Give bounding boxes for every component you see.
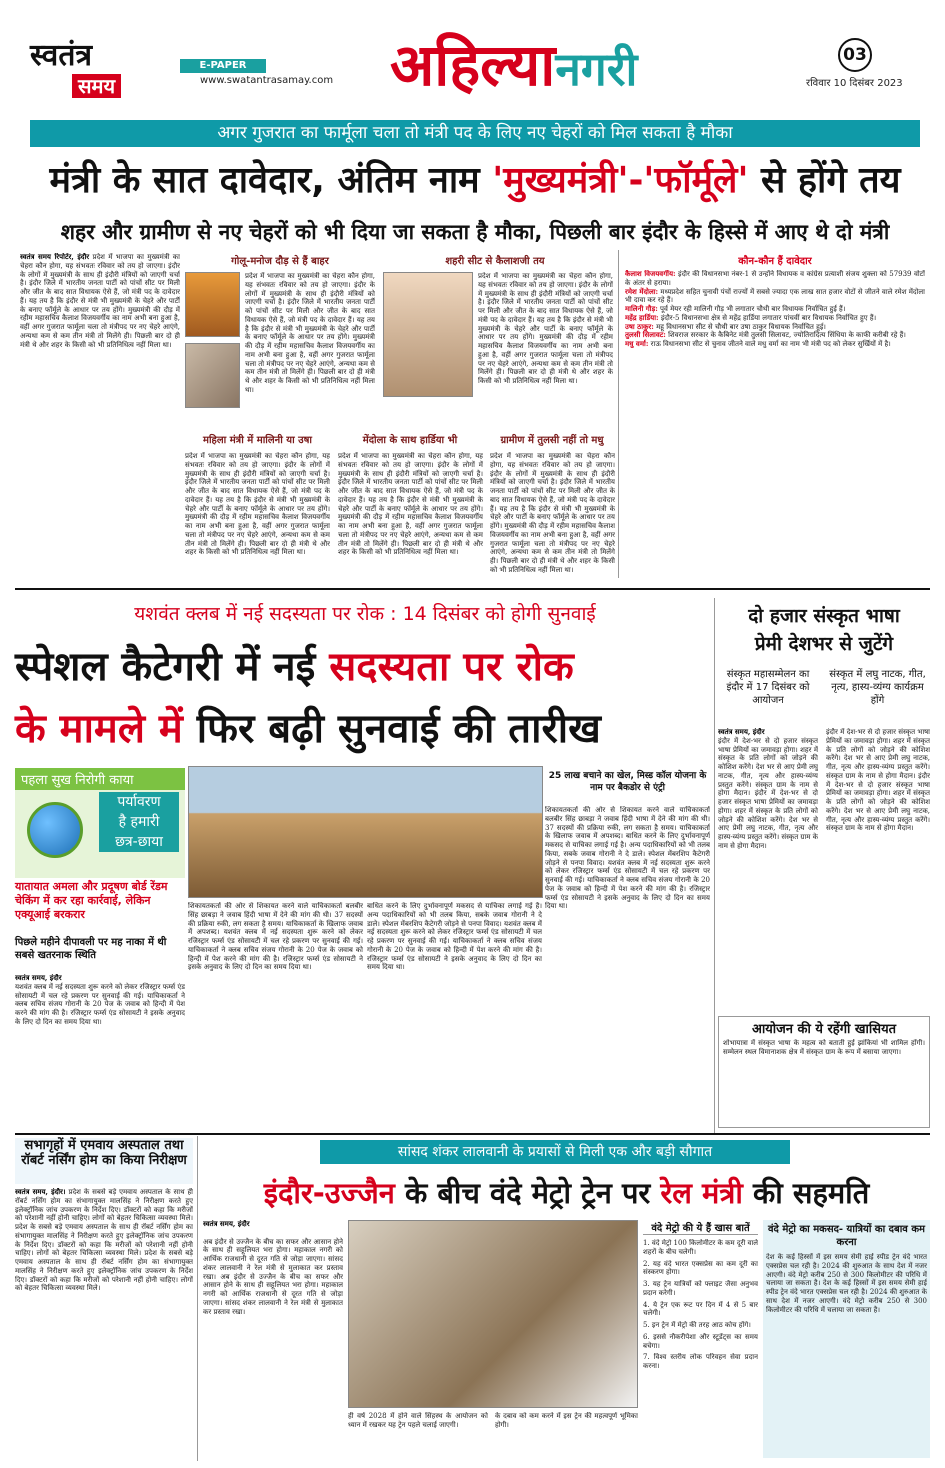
metro-sidebar-body: देश के कई हिस्सों में इस समय सेमी हाई स्पीड ट्रेन वंदे भारत एक्सप्रेस चल रही है। 2024 की शुरुआत के साथ देश में नजर आएगी। वंदे मेट्रो करीब 250 से 300 किलोमीटर की परिधि में चलाया जा सकता है। देश के कई हिस्सों में इस समय सेमी हाई स्पीड ट्रेन वंदे भारत एक्सप्रेस चल रही है। 2024 की शुरुआत के साथ देश में नजर आएगी। वंदे मेट्रो करीब 250 से 300 किलोमीटर की परिधि में चलाया जा सकता है।: [766, 1253, 927, 1314]
story1-col3: प्रदेश में भाजपा का मुख्यमंत्री का चेहरा कौन होगा, यह संभवतः रविवार को तय हो जाएगा। इंदौर के लोगों में मुख्यमंत्री के साथ ही इंदौरी मंत्रियों को जाएगी चर्चा है। इंदौर जिले में भारतीय जनता पार्टी को पांचों सीट पर मिली और जीत के बाद सात विधायक ऐसे हैं, जो मंत्री पद के दावेदार हैं। यह तय है कि इंदौर से मंत्री भी मुख्यमंत्री के चेहरे और पार्टी के बनाए फॉर्मूले के आधार पर तय होंगे। मुख्यमंत्री की दौड़ में रहीम महासचिव कैलाश विजयवर्गीय का नाम अभी बना हुआ है, वहीं अगर गुजरात फार्मूला चला तो मंत्रीपद पर नए चेहरे आएंगे, अन्यथा कम से कम तीन मंत्री तो मिलेंगे ही। पिछली बार दो ही मंत्री थे और शहर के किसी को भी प्रतिनिधित्व नहीं मिला था।: [478, 272, 613, 385]
subhead-tulsi-madhu: ग्रामीण में तुलसी नहीं तो मधु: [500, 435, 604, 446]
brand-top: स्वतंत्र: [30, 38, 93, 73]
story3-col2: इंदौर में देश-भर से दो हजार संस्कृत भाषा प्रेमियों का जमावड़ा होगा। शहर में संस्कृत के प्रति लोगों को जोड़ने की कोशिश करेंगे। देश भर से आए प्रेमी लघु नाटक, गीत, नृत्य और हास्य-व्यंग्य प्रस्तुत करेंगे। संस्कृत ग्राम के नाम से होगा मैदान। इंदौर में देश-भर से दो हजार संस्कृत भाषा प्रेमियों का जमावड़ा होगा। शहर में संस्कृत के प्रति लोगों को जोड़ने की कोशिश करेंगे। देश भर से आए प्रेमी लघु नाटक, गीत, नृत्य और हास्य-व्यंग्य प्रस्तुत करेंगे। संस्कृत ग्राम के नाम से होगा मैदान।: [826, 728, 930, 833]
brand-bottom: समय: [72, 74, 121, 98]
subhead-mendola: मेंदोला के साथ हार्डिया भी: [362, 435, 458, 446]
metro-list: [643, 1220, 758, 1458]
story5-caption-2: के दबाव को कम करने में इस ट्रेन की महत्वपूर्ण भूमिका होगी।: [495, 1412, 638, 1429]
metro-sidebar-title: वंदे मेट्रो का मकसद- यात्रियों का दबाव कम करना: [768, 1224, 925, 1248]
story2-col1: स्वतंत्र समय, इंदौर यशवंत क्लब में नई सदस्यता शुरू करने को लेकर रजिस्ट्रार फर्म्स एंड सोसायटी में चल रहे प्रकरण पर सुनवाई की गई। याचिकाकर्ता ने क्लब सचिव संजय गोरानी के 20 पेज के जवाब को हिन्दी में पेश करने की मांग की है। रजिस्ट्रार फर्म्स एंड सोसायटी ने इसके अनुवाद के लिए दो दिन का समय दिया था।: [15, 974, 185, 1026]
list-item: 1. वंदे मेट्रो 100 किलोमीटर के कम दूरी वाले शहरों के बीच चलेगी।: [643, 1239, 758, 1256]
story3-box-title: आयोजन की ये रहेंगी खासियत: [751, 1022, 897, 1037]
story2-headline-2: के मामले में फिर बढ़ी सुनवाई की तारीख: [15, 706, 601, 752]
story5-col1: स्वतंत्र समय, इंदौर अब इंदौर से उज्जैन के बीच का सफर और आसान होने के साथ ही सहूलियत भरा होगा। महाकाल नगरी को आर्थिक राजधानी से दूरत गति से जोड़ा जाएगा। सांसद शंकर लालवानी ने रेल मंत्री से मुलाकात कर प्रस्ताव रखा। अब इंदौर से उज्जैन के बीच का सफर और आसान होने के साथ ही सहूलियत भरा होगा। महाकाल नगरी को आर्थिक राजधानी से दूरत गति से जोड़ा जाएगा। सांसद शंकर लालवानी ने रेल मंत्री से मुलाकात कर प्रस्ताव रखा।: [203, 1220, 343, 1316]
website-link[interactable]: www.swatantrasamay.com: [200, 75, 334, 86]
metro-sidebar: [763, 1220, 930, 1458]
list-item: 5. इन ट्रेन में मेट्रो की तरह आठ कोच होंगे।: [643, 1321, 751, 1329]
story2-byline: स्वतंत्र समय, इंदौर: [15, 974, 62, 982]
env-badge: पर्यावरण है हमारी छत्र-छाया: [99, 792, 179, 852]
story1-subhead: शहर और ग्रामीण से नए चेहरों को भी दिया जा सकता है मौका, पिछली बार इंदौर के हिस्से में आए थे दो मंत्री: [60, 220, 890, 244]
story3-deck-2: संस्कृत में लघु नाटक, गीत, नृत्य, हास्य-व्यंग्य कार्यक्रम होंगे: [829, 669, 926, 706]
subhead-golu-manoj: गोलू-मनोज दौड़ से हैं बाहर: [231, 256, 329, 267]
story2-col2: शिकायतकर्ता की ओर से शिकायत करने वाले याचिकाकर्ता बलबीर सिंह छाबड़ा ने जवाब हिंदी भाषा में देने की मांग की थी। 37 सदस्यों की प्रक्रिया रुकी, लग सकता है समय। याचिकाकर्ता के खिलाफ जवाब में अपशब्द। यशवंत क्लब में नई सदस्यता शुरू करने को लेकर रजिस्ट्रार फर्म्स एंड सोसायटी में चल रहे प्रकरण पर सुनवाई की गई। याचिकाकर्ता ने क्लब सचिव संजय गोरानी के 20 पेज के जवाब को हिन्दी में पेश करने की मांग की है। रजिस्ट्रार फर्म्स एंड सोसायटी ने इसके अनुवाद के लिए दो दिन का समय दिया था।: [188, 902, 363, 972]
story2-strap: यशवंत क्लब में नई सदस्यता पर रोक : 14 दिसंबर को होगी सुनवाई: [134, 603, 596, 625]
brand-logo: [30, 40, 170, 100]
photo-yeshwant-club: [188, 766, 543, 898]
epaper-tag: E-PAPER: [180, 59, 266, 73]
title-a: अहिल्या: [390, 31, 556, 99]
subhead-davedar: कौन-कौन हैं दावेदार: [738, 256, 812, 267]
env-title: पहला सुख निरोगी काया: [15, 768, 185, 790]
story3-col1: स्वतंत्र समय, इंदौर इंदौर में देश-भर से दो हजार संस्कृत भाषा प्रेमियों का जमावड़ा होगा। शहर में संस्कृत के प्रति लोगों को जोड़ने की कोशिश करेंगे। देश भर से आए प्रेमी लघु नाटक, गीत, नृत्य और हास्य-व्यंग्य प्रस्तुत करेंगे। संस्कृत ग्राम के नाम से होगा मैदान। इंदौर में देश-भर से दो हजार संस्कृत भाषा प्रेमियों का जमावड़ा होगा। शहर में संस्कृत के प्रति लोगों को जोड़ने की कोशिश करेंगे। देश भर से आए प्रेमी लघु नाटक, गीत, नृत्य और हास्य-व्यंग्य प्रस्तुत करेंगे। संस्कृत ग्राम के नाम से होगा मैदान।: [718, 728, 818, 850]
story1-col4: प्रदेश में भाजपा का मुख्यमंत्री का चेहरा कौन होगा, यह संभवतः रविवार को तय हो जाएगा। इंदौर के लोगों में मुख्यमंत्री के साथ ही इंदौरी मंत्रियों को जाएगी चर्चा है। इंदौर जिले में भारतीय जनता पार्टी को पांचों सीट पर मिली और जीत के बाद सात विधायक ऐसे हैं, जो मंत्री पद के दावेदार हैं। यह तय है कि इंदौर से मंत्री भी मुख्यमंत्री के चेहरे और पार्टी के बनाए फॉर्मूले के आधार पर तय होंगे। मुख्यमंत्री की दौड़ में रहीम महासचिव कैलाश विजयवर्गीय का नाम अभी बना हुआ है, वहीं अगर गुजरात फार्मूला चला तो मंत्रीपद पर नए चेहरे आएंगे, अन्यथा कम से कम तीन मंत्री तो मिलेंगे ही। पिछली बार दो ही मंत्री थे और शहर के किसी को भी प्रतिनिधित्व नहीं मिला था।: [185, 452, 330, 557]
story1-col2: प्रदेश में भाजपा का मुख्यमंत्री का चेहरा कौन होगा, यह संभवतः रविवार को तय हो जाएगा। इंदौर के लोगों में मुख्यमंत्री के साथ ही इंदौरी मंत्रियों को जाएगी चर्चा है। इंदौर जिले में भारतीय जनता पार्टी को पांचों सीट पर मिली और जीत के बाद सात विधायक ऐसे हैं, जो मंत्री पद के दावेदार हैं। यह तय है कि इंदौर से मंत्री भी मुख्यमंत्री के चेहरे और पार्टी के बनाए फॉर्मूले के आधार पर तय होंगे। मुख्यमंत्री की दौड़ में रहीम महासचिव कैलाश विजयवर्गीय का नाम अभी बना हुआ है, वहीं अगर गुजरात फार्मूला चला तो मंत्रीपद पर नए चेहरे आएंगे, अन्यथा कम से कम तीन मंत्री तो मिलेंगे ही। पिछली बार दो ही मंत्री थे और शहर के किसी को भी प्रतिनिधित्व नहीं मिला था।: [245, 272, 375, 394]
story2-headline-1: स्पेशल कैटेगरी में नई सदस्यता पर रोक: [15, 644, 574, 690]
photo-manoj-patel: [185, 343, 240, 408]
story3-box: [718, 1016, 930, 1128]
masthead: [0, 0, 945, 98]
title-b: नगरी: [555, 42, 638, 96]
list-item: 2. यह वंदे भारत एक्सप्रेस का कम दूरी का संस्करण होगा।: [643, 1259, 758, 1277]
page-title: [390, 30, 637, 100]
story3-box-body: शोभायात्रा में संस्कृत भाषा के महत्व को बताती हुई झांकियां भी शामिल होंगी। सम्मेलन स्थल विमानाशक क्षेत्र में संस्कृत ग्राम के रूप में बसाया जाएगा।: [723, 1039, 925, 1056]
list-item: 7. विश्व स्तरीय लोक परिवहन सेवा प्रदान करना।: [643, 1353, 758, 1370]
subhead-malini-usha: महिला मंत्री में मालिनी या उषा: [202, 435, 313, 446]
page-number: 03: [838, 38, 872, 72]
story5-byline: स्वतंत्र समय, इंदौर: [203, 1220, 250, 1228]
list-item: 4. ये ट्रेन एक रूट पर दिन में 4 से 5 बार चलेगी।: [643, 1300, 758, 1318]
subhead-kailash: शहरी सीट से कैलाशजी तय: [445, 256, 545, 267]
earth-icon: [27, 802, 83, 858]
story1-col1: [20, 253, 180, 573]
issue-date: रविवार 10 दिसंबर 2023: [806, 78, 903, 89]
story4-headline: सभागृहों में एमवाय अस्पताल तथा रॉबर्ट नर्सिंग होम का किया निरीक्षण: [15, 1138, 193, 1184]
story2-col3: बाधित करने के लिए दुर्भावनापूर्ण मकसद से याचिका लगाई गई है। अन्य पदाधिकारियों को भी तलब किया, सबके जवाब गोरानी ने दे डाले। स्पेशल मेंबरशिप कैटेगरी जोड़ने से पनपा विवाद। यशवंत क्लब में नई सदस्यता शुरू करने को लेकर रजिस्ट्रार फर्म्स एंड सोसायटी में चल रहे प्रकरण पर सुनवाई की गई। याचिकाकर्ता ने क्लब सचिव संजय गोरानी के 20 पेज के जवाब को हिन्दी में पेश करने की मांग की है। रजिस्ट्रार फर्म्स एंड सोसायटी ने इसके अनुवाद के लिए दो दिन का समय दिया था।: [367, 902, 542, 972]
list-item: 3. यह ट्रेन यात्रियों को फ्लाइट जैसा अनुभव प्रदान करेगी।: [643, 1280, 758, 1297]
story4-body: स्वतंत्र समय, इंदौर। प्रदेश के सबसे बड़े एमवाय अस्पताल के साथ ही रॉबर्ट नर्सिंग होम का संभागायुक्त मालसिंह ने निरीक्षण करते हुए इलेक्ट्रॉनिक जांच उपकरण के निर्देश दिए। डॉक्टरों को कहा कि मरीजों को परेशानी नहीं होनी चाहिए। लोगों को बेहतर चिकित्सा व्यवस्था मिले। प्रदेश के सबसे बड़े एमवाय अस्पताल के साथ ही रॉबर्ट नर्सिंग होम का संभागायुक्त मालसिंह ने निरीक्षण करते हुए इलेक्ट्रॉनिक जांच उपकरण के निर्देश दिए। डॉक्टरों को कहा कि मरीजों को परेशानी नहीं होनी चाहिए। लोगों को बेहतर चिकित्सा व्यवस्था मिले। प्रदेश के सबसे बड़े एमवाय अस्पताल के साथ ही रॉबर्ट नर्सिंग होम का संभागायुक्त मालसिंह ने निरीक्षण करते हुए इलेक्ट्रॉनिक जांच उपकरण के निर्देश दिए। डॉक्टरों को कहा कि मरीजों को परेशानी नहीं होनी चाहिए। लोगों को बेहतर चिकित्सा व्यवस्था मिले।: [15, 1188, 193, 1293]
story1-col5: प्रदेश में भाजपा का मुख्यमंत्री का चेहरा कौन होगा, यह संभवतः रविवार को तय हो जाएगा। इंदौर के लोगों में मुख्यमंत्री के साथ ही इंदौरी मंत्रियों को जाएगी चर्चा है। इंदौर जिले में भारतीय जनता पार्टी को पांचों सीट पर मिली और जीत के बाद सात विधायक ऐसे हैं, जो मंत्री पद के दावेदार हैं। यह तय है कि इंदौर से मंत्री भी मुख्यमंत्री के चेहरे और पार्टी के बनाए फॉर्मूले के आधार पर तय होंगे। मुख्यमंत्री की दौड़ में रहीम महासचिव कैलाश विजयवर्गीय का नाम अभी बना हुआ है, वहीं अगर गुजरात फार्मूला चला तो मंत्रीपद पर नए चेहरे आएंगे, अन्यथा कम से कम तीन मंत्री तो मिलेंगे ही। पिछली बार दो ही मंत्री थे और शहर के किसी को भी प्रतिनिधित्व नहीं मिला था।: [338, 452, 483, 557]
davedar-list: कैलाश विजयवर्गीय: इंदौर की विधानसभा नंबर-1 से उन्होंने विधायक व कांग्रेस प्रत्याशी संजय शुक्ला को 57939 वोटों के अंतर से हराया। रमेश मेंदोला: मध्यप्रदेश सहित चुनावी पंचों राज्यों में सबसे ज्यादा एक लाख सात हजार वोटों से जीतने वाले रमेश मेंदोला भी दावा कर रहे हैं। मालिनी गौड़: पूर्व मेयर रही मालिनी गौड़ भी लगातार चौथी बार विधायक निर्वाचित हुई हैं। महेंद्र हार्डिया: इंदौर-5 विधानसभा क्षेत्र से महेंद्र हार्डिया लगातार पांचवीं बार विधायक निर्वाचित हुए हैं। उषा ठाकुर: महू विधानसभा सीट से चौथी बार उषा ठाकुर विधायक निर्वाचित हुई। तुलसी सिलावट: शिवराज सरकार के कैबिनेट मंत्री तुलसी सिलावट, ज्योतिरादित्य सिंधिया के काफी करीबी रहे हैं। मधु वर्मा: राऊ विधानसभा सीट से चुनाव जीतने वाले मधु वर्मा का नाम भी मंत्री पद को लेकर सुर्खियों में है।: [625, 270, 925, 348]
story5-caption: ही वर्ष 2028 में होने वाले सिंहस्थ के आयोजन को ध्यान में रखकर यह ट्रेन पहले चलाई जाएगी।: [348, 1412, 488, 1429]
story1-col6: प्रदेश में भाजपा का मुख्यमंत्री का चेहरा कौन होगा, यह संभवतः रविवार को तय हो जाएगा। इंदौर के लोगों में मुख्यमंत्री के साथ ही इंदौरी मंत्रियों को जाएगी चर्चा है। इंदौर जिले में भारतीय जनता पार्टी को पांचों सीट पर मिली और जीत के बाद सात विधायक ऐसे हैं, जो मंत्री पद के दावेदार हैं। यह तय है कि इंदौर से मंत्री भी मुख्यमंत्री के चेहरे और पार्टी के बनाए फॉर्मूले के आधार पर तय होंगे। मुख्यमंत्री की दौड़ में रहीम महासचिव कैलाश विजयवर्गीय का नाम अभी बना हुआ है, वहीं अगर गुजरात फार्मूला चला तो मंत्रीपद पर नए चेहरे आएंगे, अन्यथा कम से कम तीन मंत्री तो मिलेंगे ही। पिछली बार दो ही मंत्री थे और शहर के किसी को भी प्रतिनिधित्व नहीं मिला था।: [490, 452, 615, 574]
metro-list-title: वंदे मेट्रो की ये हैं खास बातें: [643, 1220, 758, 1235]
story3-byline: स्वतंत्र समय, इंदौर: [718, 728, 765, 736]
story2-subhead: 25 लाख बचाने का खेल, मिस्ड कॉल योजना के नाम पर बैकडोर से एंट्री: [548, 771, 707, 793]
story1-body: प्रदेश में भाजपा का मुख्यमंत्री का चेहरा कौन होगा, यह संभवतः रविवार को तय हो जाएगा। इंदौर के लोगों में मुख्यमंत्री के साथ ही इंदौरी मंत्रियों को जाएगी चर्चा है। इंदौर जिले में भारतीय जनता पार्टी को पांचों सीट पर मिली और जीत के बाद सात विधायक ऐसे हैं, जो मंत्री पद के दावेदार हैं। यह तय है कि इंदौर से मंत्री भी मुख्यमंत्री के चेहरे और पार्टी के बनाए फॉर्मूले के आधार पर तय होंगे। मुख्यमंत्री की दौड़ में रहीम महासचिव कैलाश विजयवर्गीय का नाम अभी बना हुआ है, वहीं अगर गुजरात फार्मूला चला तो मंत्रीपद पर नए चेहरे आएंगे, अन्यथा कम से कम तीन मंत्री तो मिलेंगे ही। पिछली बार दो ही मंत्री थे और शहर के किसी को भी प्रतिनिधित्व नहीं मिला था।: [20, 253, 180, 349]
env-box: [15, 768, 185, 878]
story1-strap: अगर गुजरात का फार्मूला चला तो मंत्री पद के लिए नए चेहरों को मिल सकता है मौका: [30, 120, 920, 147]
photo-lalwani-railminister: [348, 1220, 638, 1408]
story1-byline: स्वतंत्र समय रिपोर्टर, इंदौर: [20, 253, 90, 261]
story5-strap: सांसद शंकर लालवानी के प्रयासों से मिली एक और बड़ी सौगात: [320, 1140, 790, 1164]
story3-headline: दो हजार संस्कृत भाषा प्रेमी देशभर से जुटेंगे: [748, 605, 900, 655]
story2-col4: शिकायतकर्ता की ओर से शिकायत करने वाले याचिकाकर्ता बलबीर सिंह छाबड़ा ने जवाब हिंदी भाषा में देने की मांग की थी। 37 सदस्यों की प्रक्रिया रुकी, लग सकता है समय। याचिकाकर्ता के खिलाफ जवाब में अपशब्द। बाधित करने के लिए दुर्भावनापूर्ण मकसद से याचिका लगाई गई है। अन्य पदाधिकारियों को भी तलब किया, सबके जवाब गोरानी ने दे डाले। स्पेशल मेंबरशिप कैटेगरी जोड़ने से पनपा विवाद। यशवंत क्लब में नई सदस्यता शुरू करने को लेकर रजिस्ट्रार फर्म्स एंड सोसायटी में चल रहे प्रकरण पर सुनवाई की गई। याचिकाकर्ता ने क्लब सचिव संजय गोरानी के 20 पेज के जवाब को हिन्दी में पेश करने की मांग की है। रजिस्ट्रार फर्म्स एंड सोसायटी ने इसके अनुवाद के लिए दो दिन का समय दिया था।: [545, 806, 710, 911]
story3-deck-1: संस्कृत महासम्मेलन का इंदौर में 17 दिसंबर को आयोजन: [726, 669, 810, 706]
photo-golu-shukla: [185, 272, 240, 337]
story5-headline: इंदौर-उज्जैन के बीच वंदे मेट्रो ट्रेन पर रेल मंत्री की सहमति: [263, 1176, 870, 1210]
photo-kailash-vijayvargiya: [383, 272, 473, 397]
list-item: 6. इससे नौकरीपेशा और स्टूडेंट्स का समय बचेगा।: [643, 1332, 758, 1350]
env-subhead: पिछले महीने दीपावली पर मह नाका में थी सबसे खतरनाक स्थिति: [15, 937, 167, 961]
env-red-headline: यातायात अमला और प्रदूषण बोर्ड रेंडम चेकिंग में कर रहा कार्रवाई, लेकिन एक्यूआई बरकरार: [15, 880, 168, 921]
story1-headline: मंत्री के सात दावेदार, अंतिम नाम 'मुख्यमंत्री'-'फॉर्मूले' से होंगे तय: [49, 160, 901, 201]
story4-byline: स्वतंत्र समय, इंदौर।: [15, 1188, 66, 1196]
